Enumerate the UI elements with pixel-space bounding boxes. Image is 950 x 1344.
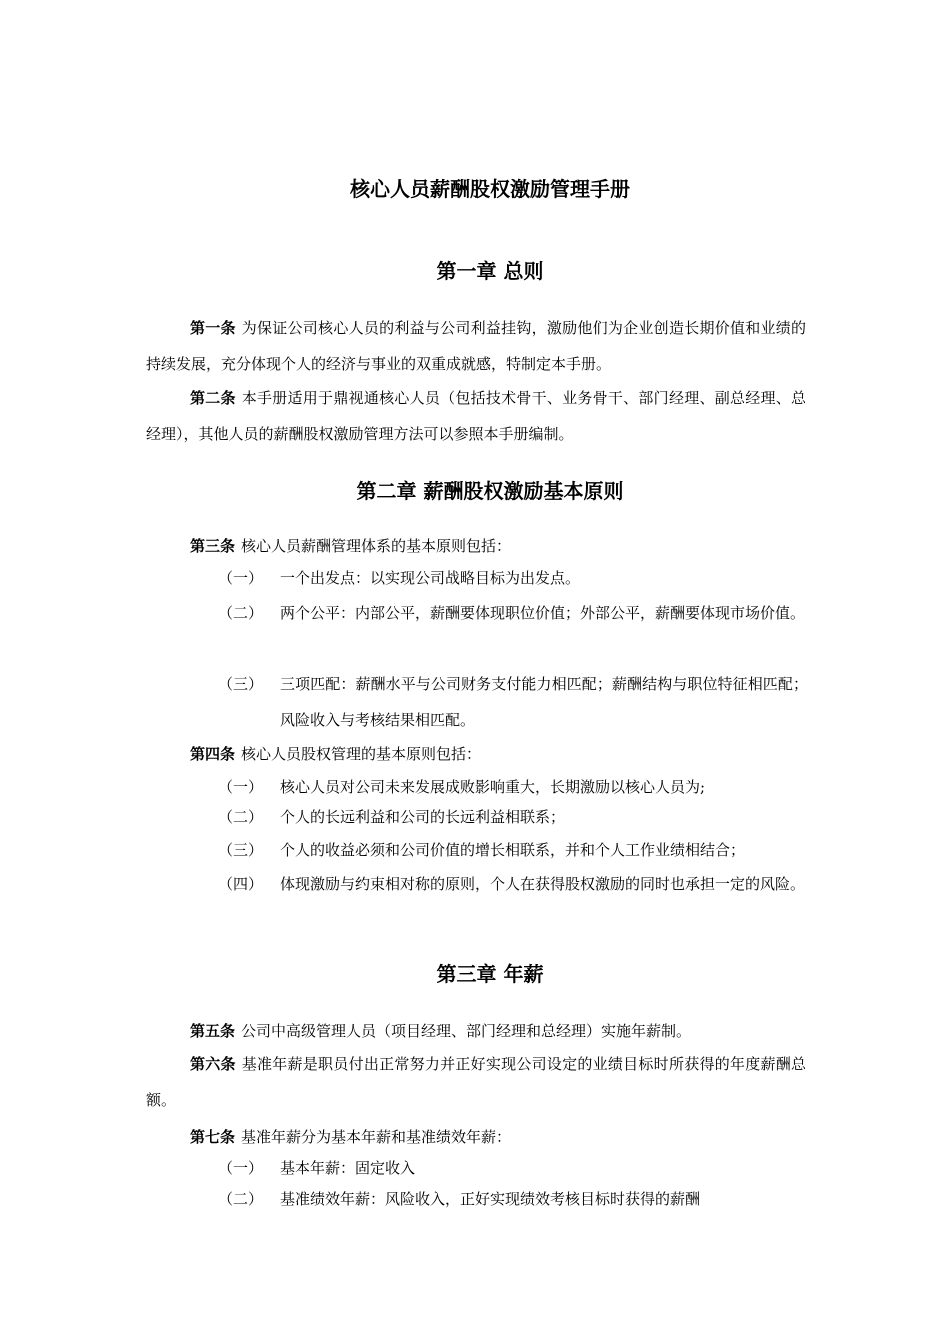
article-2	[146, 380, 806, 452]
article-6	[146, 1046, 806, 1118]
list-item	[218, 866, 808, 902]
document-title: 核心人员薪酬股权激励管理手册	[350, 177, 630, 201]
list-item	[218, 560, 808, 596]
list-item-text: 个人的收益必须和公司价值的增长相联系，并和个人工作业绩相结合；	[280, 841, 746, 859]
list-item	[218, 666, 808, 738]
article-label: 第二条	[190, 389, 236, 407]
article-label: 第五条	[190, 1022, 236, 1040]
list-item-text: 基准绩效年薪：风险收入，正好实现绩效考核目标时获得的薪酬	[280, 1190, 701, 1208]
chapter-heading-1: 第一章 总则	[436, 259, 544, 283]
list-item	[218, 832, 808, 868]
list-item-number: （四）	[218, 875, 264, 893]
article-label: 第七条	[190, 1128, 236, 1146]
list-item-number: （一）	[218, 778, 264, 796]
list-item-text: 两个公平：内部公平，薪酬要体现职位价值；外部公平，薪酬要体现市场价值。	[280, 604, 806, 622]
list-item-number: （一）	[218, 569, 264, 587]
list-item-text: 核心人员对公司未来发展成败影响重大，长期激励以核心人员为;	[280, 778, 706, 796]
article-text: 基准年薪分为基本年薪和基准绩效年薪：	[241, 1128, 512, 1146]
article-1	[146, 310, 806, 382]
list-item-number: （二）	[218, 1190, 264, 1208]
list-item	[218, 595, 808, 631]
article-4	[190, 743, 810, 765]
article-label: 第四条	[190, 745, 236, 763]
list-item	[218, 799, 808, 835]
article-label: 第六条	[190, 1055, 236, 1073]
article-text: 为保证公司核心人员的利益与公司利益挂钩，激励他们为企业创造长期价值和业绩的持续发展，充分体现个人的经济与事业的双重成就感，特制定本手册。	[146, 319, 806, 373]
list-item-text: 基本年薪：固定收入	[280, 1159, 416, 1177]
list-item-number: （二）	[218, 604, 264, 622]
article-5	[146, 1013, 806, 1049]
article-text: 本手册适用于鼎视通核心人员（包括技术骨干、业务骨干、部门经理、副总经理、总经理），其他人员的薪酬股权激励管理方法可以参照本手册编制。	[146, 389, 806, 443]
article-label: 第一条	[190, 319, 236, 337]
list-item-number: （一）	[218, 1159, 264, 1177]
article-text: 核心人员薪酬管理体系的基本原则包括：	[241, 537, 512, 555]
list-item-number: （二）	[218, 808, 264, 826]
list-item-number: （三）	[218, 841, 264, 859]
list-item-text: 体现激励与约束相对称的原则，个人在获得股权激励的同时也承担一定的风险。	[280, 875, 806, 893]
article-3	[190, 535, 810, 557]
chapter-heading-2: 第二章 薪酬股权激励基本原则	[356, 479, 624, 503]
list-item-text: 三项匹配：薪酬水平与公司财务支付能力相匹配；薪酬结构与职位特征相匹配；风险收入与考核结果相匹配。	[280, 675, 808, 729]
article-7	[190, 1126, 810, 1148]
article-text: 公司中高级管理人员（项目经理、部门经理和总经理）实施年薪制。	[241, 1022, 692, 1040]
article-text: 核心人员股权管理的基本原则包括：	[241, 745, 482, 763]
list-item-text: 一个出发点：以实现公司战略目标为出发点。	[280, 569, 581, 587]
list-item-text: 个人的长远利益和公司的长远利益相联系；	[280, 808, 566, 826]
article-label: 第三条	[190, 537, 236, 555]
chapter-heading-3: 第三章 年薪	[436, 962, 544, 986]
list-item-number: （三）	[218, 675, 264, 693]
article-text: 基准年薪是职员付出正常努力并正好实现公司设定的业绩目标时所获得的年度薪酬总额。	[146, 1055, 806, 1109]
list-item	[218, 1181, 808, 1217]
